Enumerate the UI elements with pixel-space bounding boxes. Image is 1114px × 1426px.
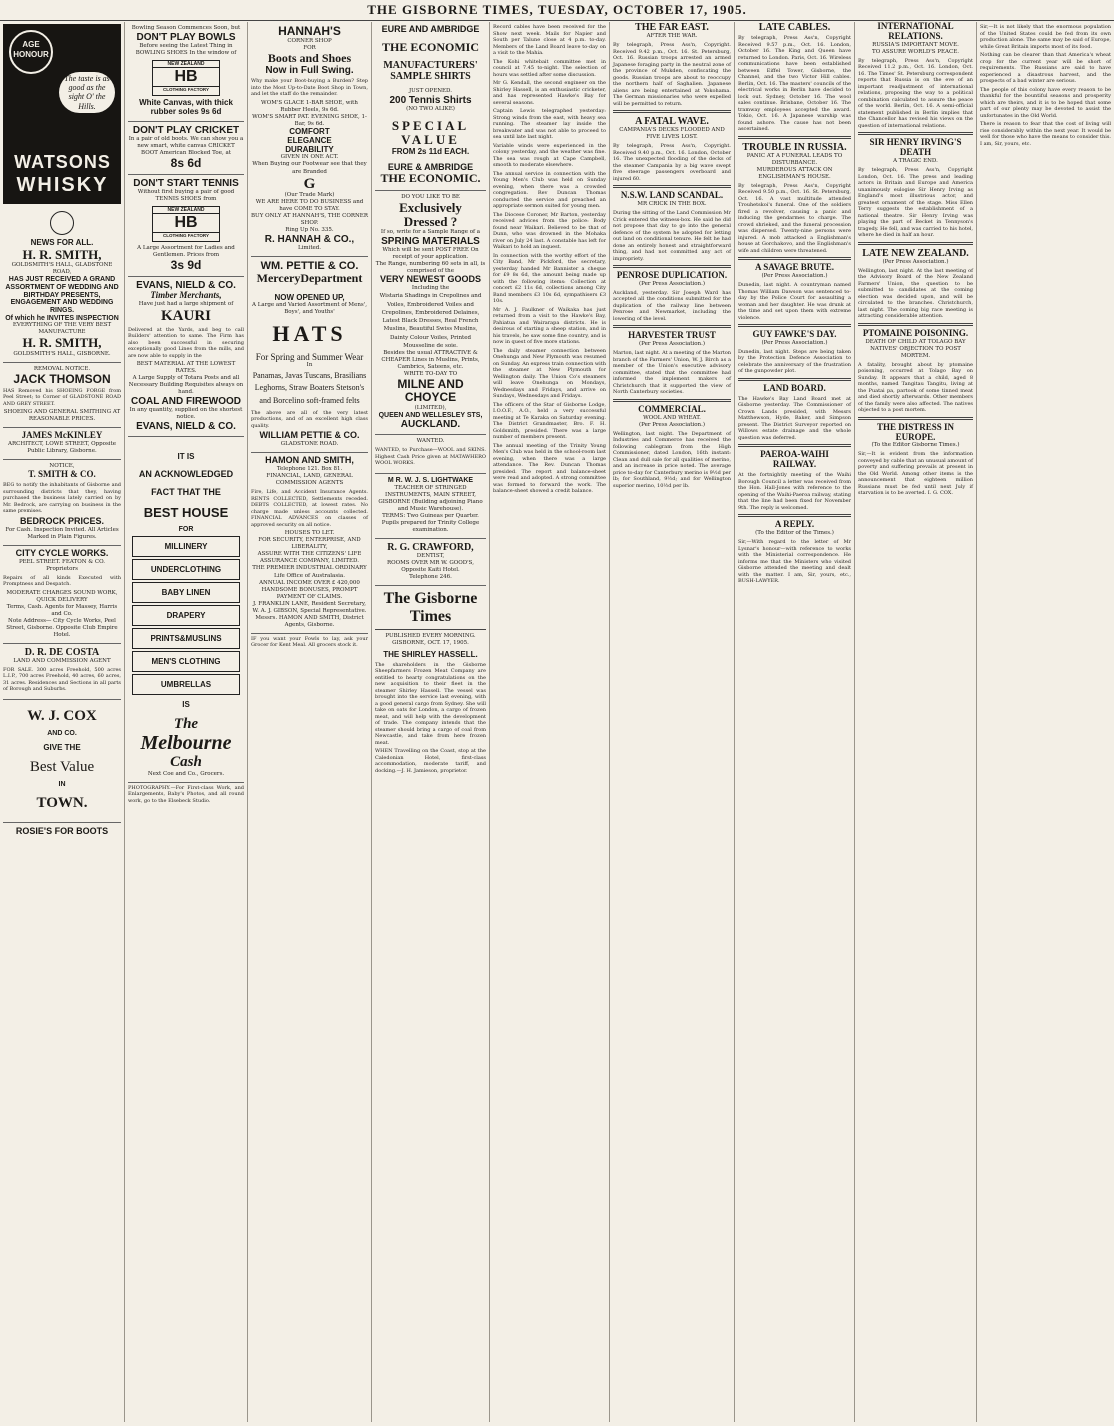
rule [858,132,973,135]
late-cables-head: LATE CABLES. [758,22,831,33]
column-9 [977,22,1114,1422]
crawford-ad [375,539,486,586]
hamon-smith-ad [251,453,368,633]
hb-logo-big: HB [174,68,198,86]
smith-co-body: BEG to notify the inhabitants of Gisborne and surrounding districts that they, having purchased the business lately carried on by Mr. Bedrock, are carrying on business in the same premises. [3,482,121,515]
reply-head: A REPLY. [774,519,815,530]
tennis-price: 3s 9d [170,258,202,273]
column-5 [490,22,610,1422]
milne-choyce: MILNE AND CHOYCE [397,377,464,405]
hannah-now: Now in Full Swing. [265,65,354,77]
eure-ambridge: EURE AND AMBRIDGE [381,24,480,34]
goods-prints-muslins: PRINTS&MUSLINS [132,628,240,649]
smith-everything: EVERYTHING OF THE VERY BEST MANUFACTURE [12,322,112,336]
hannah-head: HANNAH'S [278,24,341,38]
crawford-telephone: Telephone 246. [409,573,452,580]
goods-mens-clothing: MEN'S CLOTHING [132,651,240,672]
hb-logo [152,60,220,96]
ptomaine-sub-2: NATIVES' OBJECTION TO POST MORTEM. [870,345,961,359]
financial-body: Fire, Life, and Accident Insurance Agents. RENTS COLLECTED, Settlements receded. DEBTS COLLECTED, at lowest rates. No charge made unless accounts collected. FINANCIAL ADVANCES on classes of approved security on all notice. [251,489,368,528]
hannah-ad [251,22,368,257]
wanted-ad [375,435,486,474]
news-par-7: The Diocese Coroner, Mr Barton, yesterday received advices from the police: Body found near Waikari. Believed to be that of Dunn, who was drowned in the Mohaka river on July 24 last. A constable has left for Waikari to hold an inquest. [493,211,606,250]
bowls-price: White Canvas, with thick rubber soles 9s 6d [139,98,233,116]
after-war: AFTER THE WAR. [646,33,698,39]
gisborne-times-nameplate: The Gisborne Times [383,589,478,625]
bedrock-sub: For Cash. Inspection Invited. All Articles Marked in Plain Figures. [5,526,119,540]
if-so: If so, write for a Sample Range of a [380,229,481,236]
intl-head: INTERNATIONAL RELATIONS. [877,22,954,41]
penrose-sub: (Per Press Association.) [639,280,705,287]
evans-head-2: EVANS, NIELD & CO. [136,421,236,433]
cox-and: AND CO. [47,730,77,738]
assure: ASSURE WITH THE CITIZENS' LIFE ASSURANCE COMPANY, LIMITED. [257,551,362,565]
hb-logo-2-nz: NEW ZEALAND [153,207,219,214]
far-east-body: By telegraph, Press Ass'n, Copyright. Received 9.42 p.m., Oct. 16. St. Petersburg, Oct. 16. Russian troops arrested an armed Japanese foraging party in the neutral zone of the province of Mukden, confiscating the goods. Russian troops are about to reoccupy the northern half of Saghalien. Japanese aliens are being entertained at Yokohama. The German missionaries who were expelled will be permitted to return. [613,42,731,107]
news-line: NEWS FOR ALL. [30,238,94,247]
do-you-like: DO YOU LIKE TO BE [401,193,460,200]
durability: DURABILITY [285,144,334,154]
dressed: Dressed ? [403,213,458,229]
goods-millinery: MILLINERY [132,536,240,557]
tennis-shirts: 200 Tennis Shirts [389,95,472,107]
late-nz-body: Wellington, last night. At the last meeting of the Advisory Board of the New Zealand Farmers' Union, the question to be submitted to candidates at the coming election was decided upon, and will be circulated to the branches. Christchurch, last night. The coming big race meeting is attracting considerable attention. [858,267,973,320]
shirley-head: THE SHIRLEY HASSELL. [383,649,478,659]
smith-address-2: GOLDSMITH'S HALL, GISBORNE. [13,350,111,357]
newest-goods: VERY NEWEST GOODS [379,274,482,285]
write-today: WRITE TO-DAY TO [403,371,458,378]
including-list: Wistaria Shadings in Crepolines and Voiles, Embroidered Voiles and Crepolines, Embroidered Delaines, Latest Black Dresses, Real French Muslins, Beautiful Swiss Muslins, Dainty Colour Voiles, Printed Mousseline de soie. [379,293,482,349]
rosies-for-boots: ROSIE'S FOR BOOTS [15,825,109,836]
cox-best-value: Best Value [29,758,95,775]
cycle-works-terms: Terms, Cash. Agents for Massey, Harris and Co. [6,603,118,617]
coal-sub: In any quantity, supplied on the shortest notice. [129,407,243,421]
de-costa-ad [3,644,121,700]
mckinley-name: JAMES McKINLEY [21,430,103,441]
column-6 [610,22,735,1422]
wool-sub: (Per Press Association.) [639,421,705,428]
wool-body: Wellington, last night. The Department of Industries and Commerce has received the following cablegram from the High Commissioner, dated London, 16th instant: Clean and dull sale for all qualities of merino, and an increase in price noted. The average price to-day for Canterbury merino is 9½d per lb; for Southland, 9½d; and for Wellington superior merino, 10½d per lb. [613,430,731,489]
smith-invite: Of which he INVITES INSPECTION [5,314,119,322]
goods-list [128,536,244,695]
issue-date: GISBORNE, OCT. 17, 1905. [392,639,469,646]
column-4 [372,22,490,1422]
news-par-5: Variable winds were experienced in the colony yesterday, and the weather was fine. The sea was rough at Cape Campbell, smooth to moderate elsewhere. [493,142,606,168]
security: FOR SECURITY, ENTERPRISE, AND LIBERALITY, [258,537,361,551]
rule [613,185,731,188]
brute-body: Dunedin, last night. A countryman named Thomas William Dawson was sentenced to-day by the Police Court for assaulting a woman and her daughter. He was drunk at the time and set upon them with extreme violence. [738,282,851,321]
kauri-supply: A Large Supply of Totara Posts and all Necessary Building Requisites always on hand. [128,375,244,396]
smith-name: H. R. SMITH, [22,246,102,262]
houses-to-let: HOUSES TO LET. [284,530,335,537]
kauri: KAURI [160,308,211,325]
trade-mark-icon: G [303,175,316,192]
intl-sub-2: TO ASSURE WORLD'S PEACE. [872,48,959,55]
exclusively: Exclusively [399,199,462,215]
acknowledged: AN ACKNOWLEDGED [138,469,234,480]
laying-meal-ad: IF you want your Fowls to lay, ask your Grocer for Kent Meal. All grocers stock it. [251,635,368,649]
cox-ad [3,700,121,823]
mercery: MerceryDepartment [256,271,363,286]
hb-logo-footer: CLOTHING FACTORY [153,86,219,92]
pettie-road: GLADSTONE ROAD. [280,441,339,448]
news-par-11: The officers of the Star of Gisborne Lodge, I.O.O.F., A.O., held a very successful meeting at Te Karaka on Saturday evening. The District Grandmaster, Bro. F. H. Goldsmith, presided. There was a large number of members present. [493,401,606,440]
intl-sub: RUSSIA'S IMPORTANT MOVE. [872,41,959,48]
best-house: BEST HOUSE [143,505,229,520]
cycle-works-moderate: MODERATE CHARGES SOUND WORK, QUICK DELIVERY [6,589,118,603]
land-board-head: LAND BOARD. [763,382,826,393]
ptomaine-sub: DEATH OF CHILD AT TOLAGO BAY [865,338,966,345]
goods-baby-linen: BABY LINEN [132,582,240,603]
de-costa-name: D. R. DE COSTA [24,646,100,658]
news-par-10: The daily steamer connection between Onehunga and New Plymouth was resumed on Sunday. An express train connection with the steamer at New Plymouth for Wellington daily. The Union Co's steamers will leave Onehunga on Mondays, Wednesdays and Fridays, and arrive on Sundays, Wednesdays and Fridays. [493,347,607,399]
bowls-head: DON'T PLAY BOWLS [136,32,236,44]
economic-ad [375,22,486,191]
queen-wellesley: QUEEN AND WELLESLEY STS, [378,411,483,419]
eure-ambridge-2: EURE & AMBRIDGE [387,161,474,172]
tennis-body: A Large Assortment for Ladies and Gentlemen. Prices from [137,245,235,259]
news-par-8: In connection with the worthy effort of the City Band, Mr Pickford, the secretary, yesterday handed Mr Bannister a cheque for £9 8s 6d, the amount being made up with the following items: Collection at concert £2 11s 6d, collections among City Band members £3 10s 6d, sympathisers £3 10s. [493,252,606,304]
no-two-alike: (NO TWO ALIKE) [406,106,455,113]
smith-co-notice [3,460,121,545]
melbourne-cash-ad [128,437,244,782]
rule [858,417,973,420]
the-economic-2: THE ECONOMIC. [380,171,481,186]
cox-name: W. J. COX [27,707,97,724]
spring-materials: SPRING MATERIALS [381,236,480,248]
the-economic: THE ECONOMIC [381,39,479,54]
fawkes-sub: (Per Press Association.) [761,339,828,346]
range: The Range, numbering 60 sets in all, is comprised of the [375,261,486,275]
manufacturers: MANUFACTURERS' SAMPLE SHIRTS [383,60,478,83]
harvester-body: Marton, last night. At a meeting of the Marton branch of the Farmers' Union, W. J. Birch as a member of the Union's executive advisory committee, stated that the committee had informed the implement makers of Christchurch that it supported the view of North Canterbury societies. [613,350,732,396]
reply-sub: (To the Editor of the Times.) [755,530,834,537]
crawford-dentist: DENTIST, [416,552,445,559]
rule [858,242,973,245]
published: PUBLISHED EVERY MORNING. [385,632,476,639]
rule [738,324,851,327]
land-board-body: The Hawke's Bay Land Board met at Gisborne yesterday. The Commissioner of Crown Lands presided, with Messrs Matthewson, Hyde, Baker, and Simpson present. The District Surveyor reported on Willows estate drainage and the whole question was deferred. [738,395,851,441]
now-opened: NOW OPENED UP, [274,292,345,302]
kauri-best: BEST MATERIAL AT THE LOWEST RATES. [136,361,236,375]
financial: FINANCIAL, LAND, GENERAL COMMISSION AGENTS [266,473,353,487]
reply-body: Sir,—With regard to the letter of Mr Lysnar's honour—with reference to works with the Ministerial correspondence. He informs me that the Ministers who visited Gisborne attended the meeting and dealt with the matter. I am, Sir, yours, etc., BUSH-LAWYER. [738,539,851,585]
column-7 [735,22,855,1422]
rule [738,444,851,447]
removal-title: REMOVAL NOTICE. [33,365,91,372]
removal-notice [3,363,121,429]
news-par-3: Mr G. Kendall, the second engineer on the Shirley Hassell, is an enthusiastic cricketer, and has represented Hawke's Bay for several seasons. [493,80,606,106]
coal-head: COAL AND FIREWOOD [131,396,241,408]
when-buying: When Buying our Footwear see that they are Branded [252,161,367,175]
hb-logo-2 [152,206,220,242]
trouble-body: By telegraph, Press Ass'n, Copyright Received 9.50 p.m., Oct. 16. St. Petersburg, Oct. 16. A vast multitude attended Trouhetskoi's funeral. One of the soldiers fired a revolver, causing a panic and inducing the gendarmes to charge. The crowd shrieked, and the funeral procession was dispersed. Twenty-nine persons were injured. A mob attacked a Englishman's house at Gorchakovo, and the Englishman's wife and children were threatened. [738,182,851,254]
hats-body: The above are all of the very latest productions, and of an excellent high class quality. [251,409,368,429]
hb-logo-2-big: HB [174,214,198,232]
distress-sub: (To the Editor Gisborne Times.) [871,442,960,449]
rule [738,136,851,139]
bonuses: HANDSOME BONUSES, PROMPT PAYMENT OF CLAIMS. [261,586,358,600]
comfort: COMFORT [289,127,330,137]
distress-body: Sir,—It is evident from the information conveyed by cable that an unusual amount of poverty and suffering prevails at present in the Old World. Among other items is the announcement that eighteen million Russians must be fed until next July if starvation is to be averted. I. G. COX. [858,451,973,497]
news-par-9: Mr A. J. Faulkner of Waikaka has just returned from a visit to the Hawke's Bay, Pahiatua and Wairarapa districts. He is desirous of starting a sheep station, and in his travels, he saw some fine country, and is now in quest of five more stations. [493,306,606,345]
hannah-boots: Boots and Shoes [267,51,352,66]
tennis-ad [128,175,244,277]
goods-umbrellas: UMBRELLAS [132,674,240,695]
goods-drapery: DRAPERY [132,605,240,626]
trade-mark: (Our Trade Mark) [284,192,335,199]
the-word: The [173,715,199,732]
hannah-corner: CORNER SHOP [287,38,332,45]
irving-body: By telegraph, Press Ass'n, Copyright London, Oct. 16. The press and leading actors in Britain and Europe and America unanimously eulogise Sir Henry Irving as England's most illustrious actor, and greatest ornament of the stage. Miss Ellen Terry suggests the establishment of a national theatre. Sir Henry Irving was playing the part of Becket in Tennyson's tragedy. He fell, and was carried to his hotel, where he died in half an hour. [858,167,973,239]
wool-wheat: WOOL AND WHEAT. [643,414,701,421]
de-costa-body: FOR SALE. 300 acres Freehold, 500 acres L.I.P., 700 acres Freehold, 40 acres, 60 acres, 31 acres. Residences and Sections in all parts of Borough and Suburbs. [3,666,121,693]
tennis-sub: Without first buying a pair of good TENNIS SHOES from [137,188,235,202]
cricket-price: 8s 6d [170,155,202,170]
evans-timber: Timber Merchants, [150,290,222,301]
rule [738,514,851,517]
masthead: THE GISBORNE TIMES, TUESDAY, OCTOBER 17, 1905. [0,0,1114,21]
pocket-watch-icon [50,211,74,235]
column-3 [248,22,372,1422]
lightwake-terms: TERMS: Two Guineas per Quarter. [382,512,479,519]
hats-in: In [306,362,313,369]
letter-par-1: Sir,—It is not likely that the enormous population of the United States could be fed from its own production alone. The same may be said of Europe, while Great Britain imports most of its food. [980,24,1111,50]
column-2 [125,22,248,1422]
fawkes-head: GUY FAWKE'S DAY. [752,329,837,340]
it-is: IT IS [177,452,195,462]
news-par-1: Record cables have been received for the Show next week. Mails for Napier and South per Talune close at 4 p.m. to-day. Members of the Land Board leave to-day on a visit to the Mahia. [493,24,606,56]
nsw-body: During the sitting of the Land Commission Mr Crick entered the witness-box. He said he did not propose that day to go into the general defence of the system he adopted for letting out land on conditional tenure. He felt he had done an entirely honest and straightforward thing, and had not committed any act of impropriety. [613,210,731,262]
pettie-ad [251,257,368,453]
cycle-works-body: Repairs of all kinds Executed with Promptness and Despatch. [3,574,121,588]
for-word: FOR [178,526,194,534]
lightwake-ad [375,474,486,539]
bowls-ad [128,22,244,122]
trouble-sub: PANIC AT A FUNERAL LEADS TO DISTURBANCE. [746,152,843,166]
watsons-tagline: The taste is as good as the sight O' the Hills. [59,72,115,113]
whisky-word: WHISKY [16,174,109,196]
here-to-stay: WE ARE HERE TO DO BUSINESS and have COME TO STAY. [255,199,364,213]
lightwake-name: M R. W. J. S. LIGHTWAKE [387,476,474,484]
photography-notice: PHOTOGRAPHY.—For First-class Work, and Enlargements, Baby's Photos, and all round work, go to the Elsebeck Studio. [128,784,244,804]
cricket-head: DON'T PLAY CRICKET [132,124,240,136]
age-honour-crest: AGE HONOUR [9,30,53,74]
watsons-whisky-ad [3,24,121,204]
fatal-wave-body: By telegraph, Press Ass'n, Copyright. Received 9.40 p.m., Oct. 16. London, October 16. The unexpected flooding of the decks of the steamer Campania by a big wave swept five steerage passengers overboard and injured 60. [613,143,731,182]
cricket-sub: In a pair of old boots. We can show you a new smart, white canvas CRICKET BOOT American Blocked Toe, at [128,135,244,156]
penrose-head: PENROSE DUPLICATION. [616,270,728,281]
wanted-body: WANTED, to Purchase—WOOL and SKINS. Highest Cash Price given at MATAWHERO WOOL WORKS. [375,447,486,467]
hb-logo-2-footer: CLOTHING FACTORY [153,232,219,238]
bowls-sub: Before seeing the Latest Thing in BOWLING SHOES In the window of [135,43,237,57]
premier: THE PREMIER INDUSTRIAL ORDINARY Life Office of Australasia. [252,565,367,579]
trouble-sub-2: MURDEROUS ATTACK ON ENGLISHMAN'S HOUSE. [756,166,833,180]
late-nz-sub: (Per Press Association.) [882,258,949,265]
jack-shoeing: SHOEING AND GENERAL SMITHING AT REASONABLE PRICES. [3,409,121,423]
including: Including the [411,285,450,292]
mckinley-ad [3,428,121,460]
irving-sub: A TRAGIC END. [893,158,938,165]
is-word: IS [182,699,190,709]
special: SPECIAL [391,118,470,134]
cash-sub: Next Coe and Co., Grocers. [147,770,225,777]
bedrock-prices: BEDROCK PRICES. [19,515,104,526]
ptomaine-head: PTOMAINE POISONING. [862,327,969,338]
melbourne-word: Melbourne [140,732,232,755]
shirley-foot: WHEN Travelling on the Coast, stop at the Caledonian Hotel, first-class accommodation, moderate tariff, and docking.—J. H. Jamieson, proprietor. [375,748,486,774]
spring-sub: Which will be sent POST FREE On receipt of your application. [382,247,479,261]
buy-only: BUY ONLY AT HANNAH'S, THE CORNER SHOP. [251,213,368,227]
cycle-works-ad [3,546,121,644]
smith-co-name: T. SMITH & CO. [28,469,96,480]
r-hannah: R. HANNAH & CO., [264,234,355,246]
rule [613,265,731,268]
milne-choyce-ad [375,191,486,436]
fatal-wave-sub: CAMPANIA'S DECKS FLOODED AND FIVE LIVES LOST. [619,127,725,141]
rule [738,257,851,260]
trouble-head: TROUBLE IN RUSSIA. [742,141,847,153]
column-1 [0,22,125,1422]
auckland: AUCKLAND. [400,419,461,431]
rule [858,323,973,326]
fact-that: FACT THAT THE [151,487,221,498]
smith-received: HAS JUST RECEIVED A GRAND ASSORTMENT OF WEDDING AND BIRTHDAY PRESENTS, ENGAGEMENT AND WEDDING RINGS. [5,276,119,314]
late-nz-head: LATE NEW ZEALAND. [862,247,969,259]
pettie-head: WM. PETTIE & CO. [260,260,359,273]
hannah-limited: Limited. [297,245,322,252]
just-opened: JUST OPENED. [408,88,453,95]
nsw-sub: MR CRICK IN THE BOX. [637,200,707,207]
evans-head: EVANS, NIELD & CO. [136,280,236,292]
rule [613,325,731,328]
hats: HATS [272,321,347,347]
hats-list: Panamas, Javas Tuscans, Brasilians Leghorns, Straw Boaters Stetson's and Borcelino soft-framed felts [252,370,367,406]
lane: J. FRANKLIN LANE, Resident Secretary, W. A. J. GIBSON, Special Representative. [252,600,367,614]
given: GIVEN IN ONE ACT. [280,154,339,161]
crawford-name: R. G. CRAWFORD, [387,541,474,553]
letter-par-2: Nothing can be clearer than that America's wheat crop for the current year will be short of requirements. The Russians are said to have experienced a disastrous harvest, and the prospects of a bad winter are serious. [980,52,1111,84]
lightwake-pupils: Pupils prepared for Trinity College examination. [381,519,480,533]
columns [0,22,1114,1426]
cox-in: IN [58,781,66,789]
penrose-body: Auckland, yesterday. Sir Joseph Ward has accepted all the conditions submitted for the duplication of the railway line between Penrose and Newmarket, including the lowering of the level. [613,289,731,322]
rule [613,110,731,113]
paeroa-head: PAEROA-WAIHI RAILWAY. [760,449,829,470]
from-price: FROM 2s 11d EACH. [391,146,470,156]
hannah-for: FOR [303,45,316,52]
cycle-works-sub: PEEL STREET. FEATON & CO. Proprietors [18,558,106,572]
crawford-rooms: ROOMS OVER MR W. GOOD'S, Opposite Kaiti Hotel. [387,559,474,573]
nsw-head: N.S.W. LAND SCANDAL. [620,190,724,201]
hb-logo-nz: NEW ZEALAND [153,61,219,68]
notice-title: NOTICE, [49,463,75,470]
smith-address: GOLDSMITH'S HALL, GLADSTONE ROAD, [11,262,113,276]
cycle-works-title: CITY CYCLE WORKS. [15,547,109,558]
distress-head: THE DISTRESS IN EUROPE. [876,421,955,442]
nameplate-rule [375,629,486,630]
news-par-2: The Kohi whitebait committee met in council at 7.45 to-night. The selection of hours was settled after some discussion. [493,58,606,78]
letter-par-4: There is reason to fear that the cost of living will rise considerably within the next year. It would be well for those who have the means to consider this. I am, Sir, yours, etc. [980,121,1111,147]
column-8 [855,22,977,1422]
cox-give: GIVE THE [43,743,81,753]
intl-body: By telegraph, Press Ass'n, Copyright Received 11.2 p.m., Oct. 16. London, Oct. 16. The Times' St. Petersburg correspondent reports that Russia is on the eve of an important readjustment of international relations, proposing the way to a political combination calculated to assure the peace of the world. Berlin, Oct. 16. A semi-official statement published in Berlin implies that the Chancellor has revised his views on the question of international relations. [858,57,973,129]
annual-income: ANNUAL INCOME OVER £ 420,000 [259,579,360,586]
rule [613,399,731,402]
cricket-ad [128,122,244,175]
lightwake-body: TEACHER OF STRINGED INSTRUMENTS, MAIN STREET, GISBORNE (Building adjoining Piano and Music Warehouse). [378,484,483,512]
watsons-word: WATSONS [14,152,111,172]
mckinley-sub: ARCHITECT, LOWE STREET, Opposite Public Library, Gisborne. [8,441,116,455]
commercial-head: COMMERCIAL. [638,403,706,414]
jack-body: HAS Removed his SHOEING FORGE from Peel Street; to Corner of GLADSTONE ROAD AND GREY STREET. [3,387,121,407]
goods-underclothing: UNDERCLOTHING [132,559,240,580]
besides: Besides the usual ATTRACTIVE & CHEAPER Lines in Muslins, Prints, Cambrics, Sateens, etc. [381,350,480,371]
smith-name-2: H. R. SMITH, [22,335,102,351]
now-body: A Large and Varied Assortment of Mens', Boys', and Youths' [252,302,367,316]
hamon-tel: Telephone 121. Box 81. [276,466,343,473]
pettie-head-2: WILLIAM PETTIE & CO. [259,430,360,441]
irving-head: SIR HENRY IRVING'S DEATH [869,137,962,158]
late-cables-body: By telegraph, Press Ass'n, Copyright Received 9.57 p.m., Oct. 16. London, October 16. The King and Queen have returned to London. Paris, Oct. 16. Wireless communications have been established between Eiffel Tower, Gisborne, the Channel, and the two Victor Hill cables. Berlin, Oct. 16. The masters' councils of the electrical works in Berlin have decided to lock out. Sydney, October 16. The wool sales continue. Brisbane, October 16. The tramway employees accepted the award. Tokio, Oct. 16. A Japanese warship was found ashore. The cause has not been ascertained. [738,35,851,132]
cash-word: Cash [170,754,202,771]
de-costa-sub: LAND AND COMMISSION AGENT [13,657,111,664]
cox-town: TOWN. [36,795,88,812]
elegance: ELEGANCE [287,135,332,145]
milne-limited: (LIMITED), [414,404,447,411]
jack-thomson: JACK THOMSON [13,371,111,386]
hannah-body: Why make your Boot-buying a Burden? Step into the Most Up-to-Date Boot Shop in Town, and let the staff do the remainder. [251,78,368,98]
paeroa-body: At the fortnightly meeting of the Waihi Borough Council a letter was received from the Hon. Hall-Jones with reference to the opening of the Waihi-Paeroa railway, stating that the line had been fixed for November 9th. The reply is welcomed. [738,472,851,511]
bowls-top: Bowling Season Commences Soon, but [131,25,241,31]
ptomaine-body: A fatality, brought about by ptomaine poisoning, occurred at Tolago Bay on Sunday. It appears that a child, aged 8 months, named Tangitau Tangitu, living at the Puatai pa, partook of some tinned meat and died shortly afterwards. Other members of the family were also affected. The natives objected to a post mortem. [858,361,973,414]
hats-for: For Spring and Summer Wear [255,351,364,362]
brute-head: A SAVAGE BRUTE. [755,262,834,273]
womens-shoe-1: WOM'S GLACE 1-BAR SHOE, with Rubber Heels, 9s 6d. [261,99,358,113]
smith-ad [3,204,121,363]
news-par-4: Captain Lewis telegraphed yesterday: Strong winds from the east, with heavy sea running. The steamer lay inside the breakwater and was not able to proceed to sea until late last night. [493,108,606,140]
fatal-wave-head: A FATAL WAVE. [635,116,709,128]
value: VALUE [401,132,460,148]
harvester-head: HARVESTER TRUST [628,330,716,341]
evans-nield-ad [128,277,244,437]
news-par-12: The annual meeting of the Trinity Young Men's Club was held in the school-room last evening, when there was a large attendance. The Rev. Duncan Thomas presided. The report and balance-sheet were read and adopted. A strong committee was formed to forward the work. The balance-sheet showed a credit balance. [493,442,606,494]
news-par-6: The annual service in connection with the Young Men's Club was held on Sunday evening, when there was a crowded congregation. Rev Duncan Thomas conducted the service and preached an appropriate sermon suited for young men. [493,170,606,209]
kauri-body: Delivered at the Yards, and beg to call Builders' attention to same. The Firm has also been successful in securing exceptionally good Lines from the mills, and are now able to supply in the [128,326,244,359]
harvester-sub: (Per Press Association.) [639,341,705,348]
ring-up: Ring Up No. 335. [285,227,334,234]
brute-sub: (Per Press Association.) [761,273,828,280]
tennis-head: DON'T START TENNIS [133,177,239,189]
womens-shoe-2: WOM'S SMART PAT. EVENING SHOE, 1-Bar, 9s 6d. [252,114,367,128]
agents: Messrs. HAMON AND SMITH, District Agents, Gisborne. [255,614,364,628]
far-east-head: THE FAR EAST. [635,22,709,33]
rule [738,378,851,381]
evans-body: Have just had a large shipment of [138,301,234,308]
cycle-works-note: Note Address— City Cycle Works, Peel Street, Gisborne. Opposite Club Empire Hotel. [6,617,118,638]
hamon-name: HAMON AND SMITH, [265,455,354,466]
letter-par-3: The people of this colony have every reason to be thankful for the bountiful seasons and prosperity which are theirs, and it is to be hoped that some part of our plenty may be devoted to assist the unfortunates in the Old World. [980,86,1111,119]
shirley-body: The shareholders in the Gisborne Sheepfarmers Frozen Meat Company are entitled to hearty congratulations on the new acquisition to their fleet in the steamer Shirley Hassell. The vessel was brought into the service last evening, with a good general cargo from Sydney. She will take on oats for London, a cargo of frozen meat, and will help with the development of trade. The company intends that the steamer should bring a cargo of coal from Newcastle, and take from here frozen meat. [375,661,486,746]
fawkes-body: Dunedin, last night. Steps are being taken by the Protection Defence Association to celebrate the anniversary of the frustration of the gunpowder plot. [738,348,851,375]
wanted-title: WANTED. [416,438,445,445]
